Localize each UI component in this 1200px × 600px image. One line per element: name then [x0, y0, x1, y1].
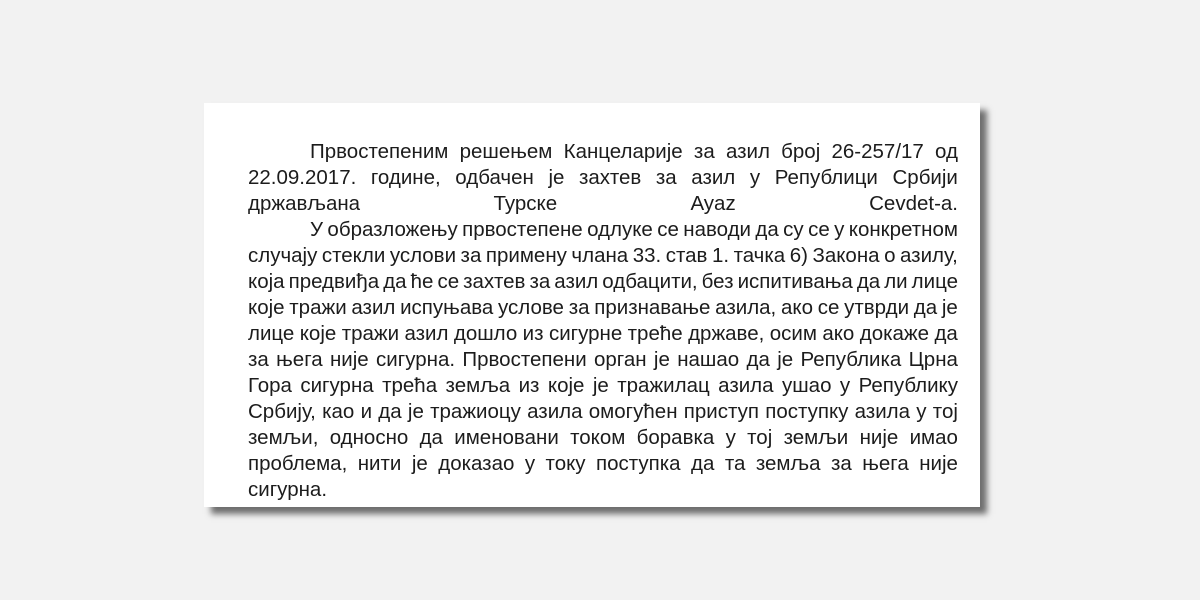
document-page [204, 103, 980, 507]
paragraph [248, 217, 958, 503]
paragraph [248, 139, 958, 217]
text-line: У образложењу првостепене одлуке се наводи да су се у конкретном [310, 218, 958, 241]
text-line: случају стекли услови за примену члана 33. став 1. тачка 6) Закона о азилу, [248, 244, 958, 267]
text-line: сигурна. [248, 478, 328, 501]
text-line: за њега није сигурна. Првостепени орган је нашао да је Република Црна [248, 348, 958, 371]
document-body [248, 139, 958, 503]
text-line: које тражи азил испуњава услове за признавање азила, ако се утврди да је [248, 296, 958, 319]
text-line: земљи, односно да именовани током боравка у тој земљи није имао [248, 426, 958, 449]
text-line: Гора сигурна трећа земља из које је тражилац азила ушао у Републику [248, 374, 958, 397]
text-line: Србију, као и да је тражиоцу азила омогућен приступ поступку азила у тој [248, 400, 958, 423]
text-line: Првостепеним решењем Канцеларије за азил број 26-257/17 од [310, 140, 958, 163]
text-line: држављана Турске Ayaz Cevdet-a. [248, 192, 958, 215]
text-line: која предвиђа да ће се захтев за азил одбацити, без испитивања да ли лице [248, 270, 958, 293]
text-line: 22.09.2017. године, одбачен је захтев за азил у Републици Србији [248, 166, 958, 189]
text-line: лице које тражи азил дошло из сигурне треће државе, осим ако докаже да [248, 322, 958, 345]
text-line: проблема, нити је доказао у току поступка да та земља за њега није [248, 452, 958, 475]
